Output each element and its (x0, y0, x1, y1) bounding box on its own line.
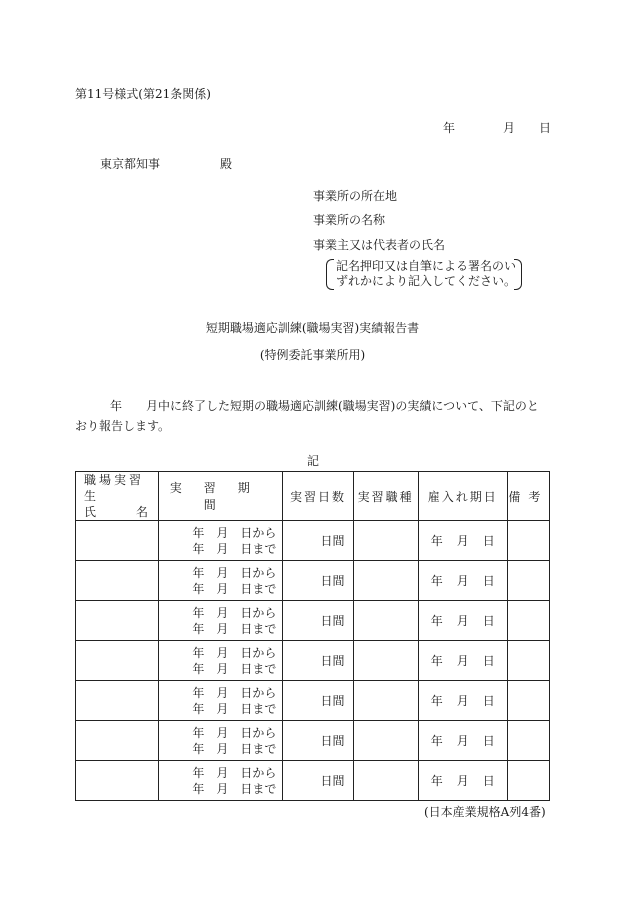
period-from: 年 月 日から (192, 645, 277, 660)
hire-day: 日 (482, 654, 495, 668)
hire-day: 日 (482, 774, 495, 788)
period-from: 年 月 日から (192, 525, 277, 540)
hire-month: 月 (456, 734, 469, 748)
days-cell[interactable]: 日間 (283, 721, 353, 761)
date-day: 日 (539, 121, 552, 135)
trainee-name-cell[interactable] (76, 641, 159, 681)
header-trainee-line1: 職場実習生 (84, 473, 145, 503)
job-cell[interactable] (353, 641, 418, 681)
hire-year: 年 (430, 694, 443, 708)
hire-date-cell[interactable] (418, 761, 507, 801)
document-title-text: 短期職場適応訓練(職場実習)実績報告書 (205, 321, 420, 335)
hire-day: 日 (482, 614, 495, 628)
remarks-cell[interactable] (507, 521, 549, 561)
hire-day: 日 (482, 534, 495, 548)
table-row (76, 721, 550, 761)
trainee-name-cell[interactable] (76, 681, 159, 721)
hire-day: 日 (482, 734, 495, 748)
period-to: 年 月 日まで (192, 661, 277, 676)
period-cell[interactable] (159, 561, 283, 601)
job-cell[interactable] (353, 761, 418, 801)
period-to: 年 月 日まで (192, 621, 277, 636)
job-cell[interactable] (353, 561, 418, 601)
period-cell[interactable] (159, 521, 283, 561)
signature-note (326, 259, 522, 290)
header-trainee-name (76, 472, 159, 521)
hire-month: 月 (456, 614, 469, 628)
period-cell[interactable] (159, 681, 283, 721)
trainee-name-cell[interactable] (76, 561, 159, 601)
remarks-cell[interactable] (507, 601, 549, 641)
days-cell[interactable]: 日間 (283, 601, 353, 641)
job-cell[interactable] (353, 681, 418, 721)
job-cell[interactable] (353, 601, 418, 641)
days-cell[interactable]: 日間 (283, 561, 353, 601)
remarks-cell[interactable] (507, 681, 549, 721)
remarks-cell[interactable] (507, 641, 549, 681)
table-header-row (76, 472, 550, 521)
hire-date-cell[interactable] (418, 721, 507, 761)
date-year: 年 (443, 121, 456, 135)
period-cell[interactable] (159, 641, 283, 681)
right-bracket (514, 259, 522, 290)
table-row (76, 601, 550, 641)
table-row (76, 561, 550, 601)
honorific: 殿 (220, 157, 233, 171)
period-to: 年 月 日まで (192, 581, 277, 596)
hire-month: 月 (456, 574, 469, 588)
days-cell[interactable]: 日間 (283, 761, 353, 801)
hire-month: 月 (456, 694, 469, 708)
hire-year: 年 (430, 574, 443, 588)
hire-month: 月 (456, 654, 469, 668)
remarks-cell[interactable] (507, 721, 549, 761)
hire-year: 年 (430, 534, 443, 548)
addressee-name: 東京都知事 (100, 157, 161, 171)
remarks-cell[interactable] (507, 561, 549, 601)
period-to: 年 月 日まで (192, 781, 277, 796)
job-cell[interactable] (353, 521, 418, 561)
header-trainee-line2 (84, 504, 148, 520)
submission-date (443, 119, 551, 136)
period-to: 年 月 日まで (192, 701, 277, 716)
table-row (76, 641, 550, 681)
header-job: 実習職種 (353, 472, 418, 521)
days-cell[interactable]: 日間 (283, 681, 353, 721)
period-cell[interactable] (159, 761, 283, 801)
document-title (0, 319, 630, 336)
header-trainee-mei: 名 (135, 505, 148, 519)
hire-year: 年 (430, 614, 443, 628)
trainee-name-cell[interactable] (76, 761, 159, 801)
period-from: 年 月 日から (192, 765, 277, 780)
hire-year: 年 (430, 774, 443, 788)
date-month: 月 (503, 121, 516, 135)
period-cell[interactable] (159, 721, 283, 761)
header-trainee-shi: 氏 (84, 505, 97, 519)
signature-note-line2: ずれかにより記入してください。 (336, 274, 517, 288)
period-from: 年 月 日から (192, 685, 277, 700)
hire-date-cell[interactable] (418, 561, 507, 601)
table-row (76, 761, 550, 801)
days-cell[interactable]: 日間 (283, 521, 353, 561)
remarks-cell[interactable] (507, 761, 549, 801)
header-days: 実習日数 (283, 472, 353, 521)
report-body-line1: 年 月中に終了した短期の職場適応訓練(職場実習)の実績について、下記のと (110, 399, 539, 413)
hire-date-cell[interactable] (418, 521, 507, 561)
hire-date-cell[interactable] (418, 601, 507, 641)
period-to: 年 月 日まで (192, 541, 277, 556)
office-name-label: 事業所の名称 (313, 213, 386, 227)
period-from: 年 月 日から (192, 565, 277, 580)
trainee-name-cell[interactable] (76, 521, 159, 561)
hire-day: 日 (482, 574, 495, 588)
period-to: 年 月 日まで (192, 741, 277, 756)
table-body (76, 521, 550, 801)
header-period: 実習期間 (159, 472, 283, 521)
training-results-table (75, 471, 550, 801)
hire-year: 年 (430, 734, 443, 748)
report-body-line2: おり報告します。 (75, 419, 171, 433)
job-cell[interactable] (353, 721, 418, 761)
hire-year: 年 (430, 654, 443, 668)
paper-size-note: (日本産業規格A列4番) (424, 805, 546, 819)
ki-heading: 記 (307, 454, 320, 468)
header-remarks: 備考 (507, 472, 549, 521)
header-hire-date: 雇入れ期日 (418, 472, 507, 521)
hire-date-cell[interactable] (418, 641, 507, 681)
table-row (76, 681, 550, 721)
hire-day: 日 (482, 694, 495, 708)
report-body (75, 396, 558, 436)
representative-label: 事業主又は代表者の氏名 (313, 238, 446, 252)
location-label: 事業所の所在地 (313, 189, 398, 203)
table-row (76, 521, 550, 561)
trainee-name-cell[interactable] (76, 601, 159, 641)
hire-date-cell[interactable] (418, 681, 507, 721)
hire-month: 月 (456, 534, 469, 548)
signature-note-line1: 記名押印又は自筆による署名のい (336, 259, 517, 273)
addressee (100, 155, 232, 172)
period-from: 年 月 日から (192, 725, 277, 740)
period-from: 年 月 日から (192, 605, 277, 620)
trainee-name-cell[interactable] (76, 721, 159, 761)
form-number: 第11号様式(第21条関係) (75, 87, 211, 101)
document-subtitle-text: (特例委託事業所用) (259, 348, 366, 362)
period-cell[interactable] (159, 601, 283, 641)
left-bracket (326, 259, 334, 290)
days-cell[interactable]: 日間 (283, 641, 353, 681)
document-subtitle (0, 346, 630, 363)
hire-month: 月 (456, 774, 469, 788)
signature-note-text (336, 259, 516, 289)
